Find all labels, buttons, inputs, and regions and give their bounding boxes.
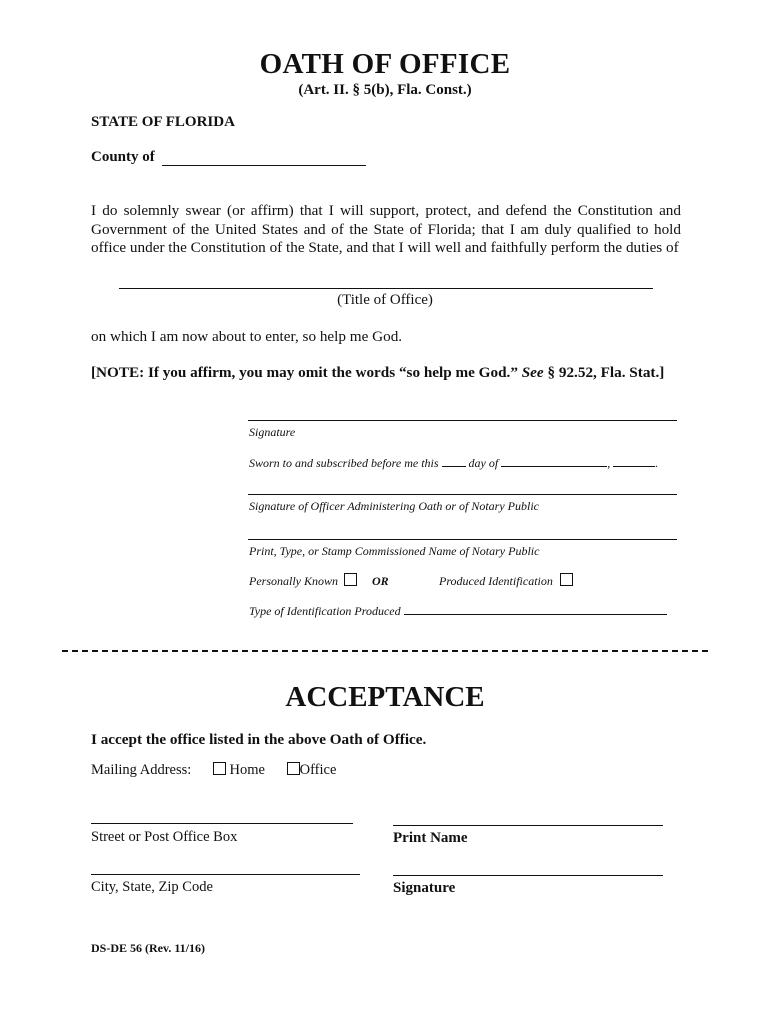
sworn-day-field[interactable] (442, 455, 466, 467)
produced-id-row (439, 573, 573, 589)
sworn-prefix: Sworn to and subscribed before me this (249, 456, 439, 470)
home-label: Home (229, 762, 265, 778)
city-state-zip-label: City, State, Zip Code (91, 879, 213, 895)
street-field[interactable] (91, 823, 353, 824)
note-see: See (521, 364, 544, 381)
county-field[interactable] (162, 165, 366, 166)
print-name-field[interactable] (393, 825, 663, 826)
personally-known-label: Personally Known (249, 574, 338, 588)
acceptance-signature-field[interactable] (393, 875, 663, 876)
notary-name-field[interactable] (248, 539, 677, 540)
section-divider (62, 650, 708, 652)
sworn-month-field[interactable] (501, 455, 607, 467)
affirm-note (91, 364, 664, 382)
sworn-year-field[interactable] (613, 455, 655, 467)
document-title: OATH OF OFFICE (259, 48, 511, 80)
home-checkbox[interactable] (213, 762, 226, 775)
sworn-period: . (655, 456, 659, 470)
personally-known-checkbox[interactable] (344, 573, 357, 586)
city-state-zip-field[interactable] (91, 874, 360, 875)
note-prefix: [NOTE: If you affirm, you may omit the words “so help me God.” (91, 364, 522, 381)
id-type-field[interactable] (404, 603, 667, 615)
document-subtitle: (Art. II. § 5(b), Fla. Const.) (298, 82, 472, 98)
acceptance-statement: I accept the office listed in the above Oath of Office. (91, 731, 427, 748)
or-label: OR (372, 574, 389, 588)
sworn-line (249, 455, 658, 471)
office-label: Office (299, 762, 337, 778)
note-suffix: § 92.52, Fla. Stat.] (543, 364, 665, 381)
sworn-day-of: day of (468, 456, 499, 470)
state-label: STATE OF FLORIDA (91, 114, 235, 130)
sworn-comma: , (607, 456, 611, 470)
office-checkbox[interactable] (287, 762, 300, 775)
oath-body-text: I do solemnly swear (or affirm) that I will support, protect, and defend the Constitution and Government of the United States and of the State of Florida; that I am duly qualified to hold office under the Constitution of the State, and that I will well and faithfully perform the duties of (91, 202, 681, 256)
title-of-office-label: (Title of Office) (337, 292, 433, 308)
id-type-label: Type of Identification Produced (249, 604, 401, 618)
produced-id-checkbox[interactable] (560, 573, 573, 586)
acceptance-title: ACCEPTANCE (285, 681, 485, 713)
produced-id-label: Produced Identification (439, 574, 553, 588)
acceptance-signature-label: Signature (393, 880, 456, 896)
mailing-address-row (91, 762, 336, 779)
signature-field[interactable] (248, 420, 677, 421)
officer-signature-field[interactable] (248, 494, 677, 495)
county-label: County of (91, 149, 155, 165)
title-of-office-field[interactable] (119, 288, 653, 289)
officer-signature-label: Signature of Officer Administering Oath or of Notary Public (249, 499, 539, 513)
oath-closing-text: on which I am now about to enter, so help me God. (91, 328, 403, 345)
form-id: DS-DE 56 (Rev. 11/16) (91, 941, 205, 955)
print-name-label: Print Name (393, 830, 468, 846)
street-label: Street or Post Office Box (91, 829, 238, 845)
id-type-row (249, 603, 667, 619)
signature-label: Signature (249, 425, 296, 439)
notary-name-label: Print, Type, or Stamp Commissioned Name of Notary Public (249, 544, 540, 558)
identification-row (249, 573, 389, 589)
mailing-address-label: Mailing Address: (91, 762, 192, 778)
